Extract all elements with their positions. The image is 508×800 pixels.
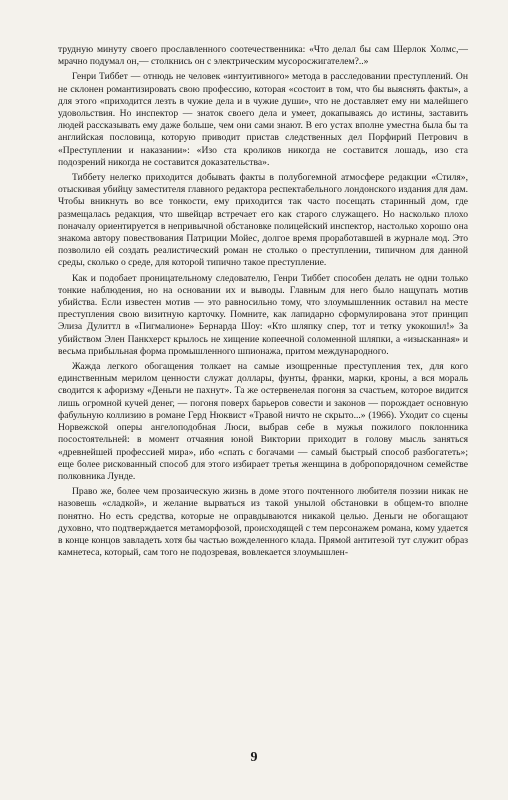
paragraph-tibbet-method: Генри Тиббет — отнюдь не человек «интуитивного» метода в расследовании преступлений. Он не склонен романтизировать свою профессию, которая «состоит в том, что бы выяснять факты», а для этого «приходится лезть в чужие дела и в чужие души», что не доставляет ему ни малейшего удовольствия. Но инспектор — знаток своего дела и умеет, докапываясь до истины, заставить людей рассказывать ему даже больше, чем они сами знают. В его устах вполне уместна была бы та английская пословица, которую приводит пристав следственных дел Порфирий Петрович в «Преступлении и наказании»: «Изо ста кроликов никогда не составится лошадь, изо ста подозрений никогда не составится доказательства». [58,71,468,168]
paragraph-prosaic-life: Право же, более чем прозаическую жизнь в доме этого почтенного любителя поэзии никак не назовешь «сладкой», и желание вырваться из такой унылой обстановки в общем-то вполне понятно. Но есть средства, которые не оправдываются никакой целью. Деньги не обогащают духовно, что подтверждается метаморфозой, происходящей с тем персонажем романа, кому удается в конце концов завладеть хотя бы частью вожделенного клада. Прямой антитезой тут служит образ камнетеса, который, сам того не подозревая, вовлекается злоумышлен- [58,486,468,559]
paragraph-style-editorial: Тиббету нелегко приходится добывать факты в полубогемной атмосфере редакции «Стиля», отыскивая убийцу заместителя главного редактора респектабельного лондонского издания для дам. Чтобы вникнуть во все тонкости, ему приходится так часто посещать старинный дом, где размещалась редакция, что швейцар встречает его как старого служащего. Но насколько плохо поначалу ориентируется в непривычной обстановке полицейский инспектор, настолько хорошо она знакома автору повествования Патриции Мойес, долгое время проработавшей в журнале мод. Это позволило ей создать реалистический роман не столько о преступлении, типичном для данной среды, сколько о среде, для которой типично такое преступление. [58,172,468,269]
page-number: 9 [250,750,258,765]
paragraph-continuation: трудную минуту своего прославленного соотечественника: «Что делал бы сам Шерлок Холмс,— мрачно подумал он,— столкнись он с электрическим мусоросжигателем?..» [58,44,468,68]
text-column [58,44,468,561]
paragraph-motive: Как и подобает проницательному следователю, Генри Тиббет способен делать не одни только тонкие наблюдения, но на основании их и выводы. Главным для него было нащупать мотив убийства. Если известен мотив — это равносильно тому, что злоумышленник оставил на месте преступления свою визитную карточку. Помните, как лапидарно сформулирована этот принцип Элиза Дулиттл в «Пигмалионе» Бернарда Шоу: «Кто шляпку спер, тот и тетку укокошил!» За убийством Элен Панкхерст крылось не хищение копеечной соломенной шляпки, а «изысканная» и весьма прибыльная форма промышленного шпионажа, притом международного. [58,272,468,357]
paragraph-enrichment: Жажда легкого обогащения толкает на самые изощренные преступления тех, для кого единственным мерилом ценности служат доллары, фунты, франки, марки, кроны, а вся мораль сводится к афоризму «Деньги не пахнут». Та же остервенелая погоня за счастьем, которое видится лишь огромной кучей денег, — погоня поверх барьеров совести и законов — порождает основную фабульную коллизию в романе Герд Нюквист «Травой ничто не скрыто...» (1966). Уходит со сцены Норвежской оперы ангелоподобная Люси, выбрав себе в мужья пожилого поклонника посостоятельней: в момент отчаяния юной Виктории приходит в голову мысль заняться «древнейшей профессией мира», ибо «спать с богачами — самый быстрый способ разбогатеть»; еще более рискованный способ для этого избирает третья женщина в добропорядочном семействе полковника Лунде. [58,361,468,482]
